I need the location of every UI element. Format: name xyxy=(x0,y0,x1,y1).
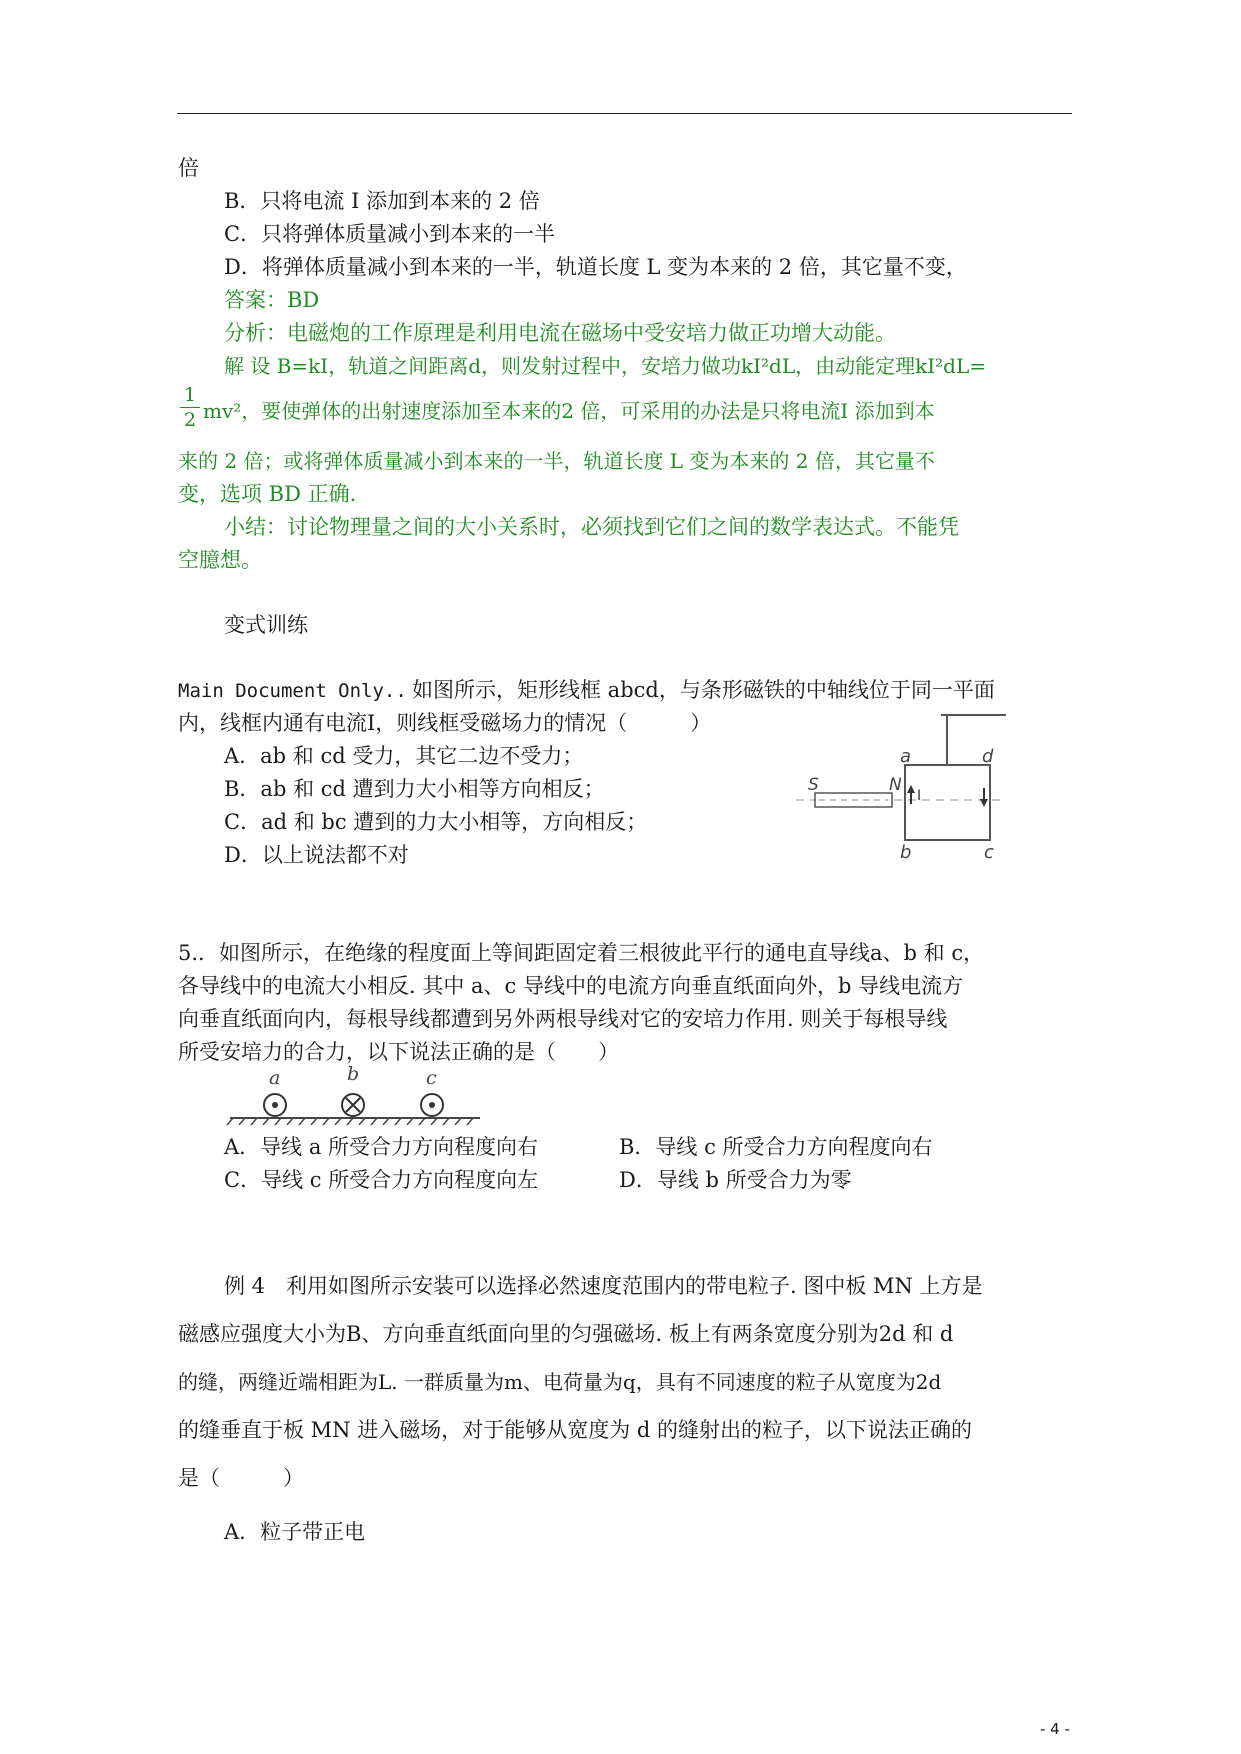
magnet-s-label: S xyxy=(808,775,819,795)
corner-c-label: c xyxy=(984,842,994,860)
option-b: B．只将电流 I 添加到本来的 2 倍 xyxy=(224,189,540,213)
option-c: C．只将弹体质量减小到本来的一半 xyxy=(224,222,556,246)
solution-line-1: 解 设 B=kI，轨道之间距离d，则发射过程中，安培力做功kI²dL，由动能定理kI²dL= xyxy=(224,354,986,378)
q5-option-d: D．导线 b 所受合力为零 xyxy=(619,1168,852,1192)
fraction-bar xyxy=(180,407,200,408)
page-number: - 4 - xyxy=(1040,1720,1070,1738)
q4-option-a: A．ab 和 cd 受力，其它二边不受力； xyxy=(224,744,584,768)
fraction-denominator: 2 xyxy=(183,409,197,431)
corner-b-label: b xyxy=(900,842,912,860)
summary-line-1: 小结：讨论物理量之间的大小关系时，必须找到它们之间的数学表达式。不能凭 xyxy=(224,515,959,539)
q4-option-d: D．以上说法都不对 xyxy=(224,843,409,867)
q5-stem-4: 所受安培力的合力，以下说法正确的是（ ） xyxy=(178,1040,619,1064)
q5-option-c: C．导线 c 所受合力方向程度向左 xyxy=(224,1168,539,1192)
wire-b-label: b xyxy=(347,1063,360,1085)
q5-stem-1: 5.．如图所示，在绝缘的程度面上等间距固定着三根彼此平行的通电直导线a、b 和 c， xyxy=(178,941,985,965)
three-wires-figure xyxy=(225,1060,485,1125)
magnet-loop-figure xyxy=(796,700,1006,860)
q4-stem-1: 如图所示，矩形线框 abcd，与条形磁铁的中轴线位于同一平面 xyxy=(412,678,995,702)
analysis: 分析：电磁炮的工作原理是利用电流在磁场中受安培力做正功增大动能。 xyxy=(224,321,896,345)
q4-prefix: Main Document Only.. xyxy=(178,680,407,702)
solution-line-3: 来的 2 倍；或将弹体质量减小到本来的一半，轨道长度 L 变为本来的 2 倍，其它量不 xyxy=(178,449,935,473)
solution-line-4: 变，选项 BD 正确. xyxy=(178,482,357,506)
magnet-n-label: N xyxy=(889,775,902,795)
q4-stem-2: 内，线框内通有电流I，则线框受磁场力的情况（ ） xyxy=(178,711,712,735)
q4-option-c: C．ad 和 bc 遭到的力大小相等，方向相反； xyxy=(224,810,648,834)
header-rule xyxy=(177,113,1072,114)
q5-stem-2: 各导线中的电流大小相反. 其中 a、c 导线中的电流方向垂直纸面向外，b 导线电流方 xyxy=(178,974,964,998)
corner-d-label: d xyxy=(982,746,994,767)
fraction-one-half xyxy=(180,384,200,431)
ex4-stem-4: 的缝垂直于板 MN 进入磁场，对于能够从宽度为 d 的缝射出的粒子，以下说法正确的 xyxy=(178,1418,973,1442)
q4-option-b: B．ab 和 cd 遭到力大小相等方向相反； xyxy=(224,777,605,801)
answer: 答案：BD xyxy=(224,288,320,312)
wire-c-label: c xyxy=(426,1067,437,1089)
corner-a-label: a xyxy=(900,746,912,767)
ex4-stem-3: 的缝，两缝近端相距为L. 一群质量为m、电荷量为q，具有不同速度的粒子从宽度为2d xyxy=(178,1370,942,1394)
ex4-stem-1: 例 4 利用如图所示安装可以选择必然速度范围内的带电粒子. 图中板 MN 上方是 xyxy=(224,1274,983,1298)
ex4-stem-5: 是（ ） xyxy=(178,1466,304,1490)
summary-line-2: 空臆想。 xyxy=(178,548,262,572)
fraction-numerator: 1 xyxy=(183,384,197,406)
wire-a-label: a xyxy=(269,1067,281,1089)
q5-option-a: A．导线 a 所受合力方向程度向右 xyxy=(224,1135,539,1159)
ex4-option-a: A．粒子带正电 xyxy=(224,1520,366,1544)
q5-option-b: B．导线 c 所受合力方向程度向右 xyxy=(619,1135,933,1159)
section-title: 变式训练 xyxy=(224,613,308,637)
current-i-label: I xyxy=(917,788,922,804)
solution-line-2: mv²，要使弹体的出射速度添加至本来的2 倍，可采用的办法是只将电流I 添加到本 xyxy=(203,399,935,423)
ex4-stem-2: 磁感应强度大小为B、方向垂直纸面向里的匀强磁场. 板上有两条宽度分别为2d 和 d xyxy=(178,1322,954,1346)
option-d: D．将弹体质量减小到本来的一半，轨道长度 L 变为本来的 2 倍，其它量不变， xyxy=(224,255,967,279)
text-line: 倍 xyxy=(178,156,199,180)
q5-stem-3: 向垂直纸面向内，每根导线都遭到另外两根导线对它的安培力作用. 则关于每根导线 xyxy=(178,1007,948,1031)
